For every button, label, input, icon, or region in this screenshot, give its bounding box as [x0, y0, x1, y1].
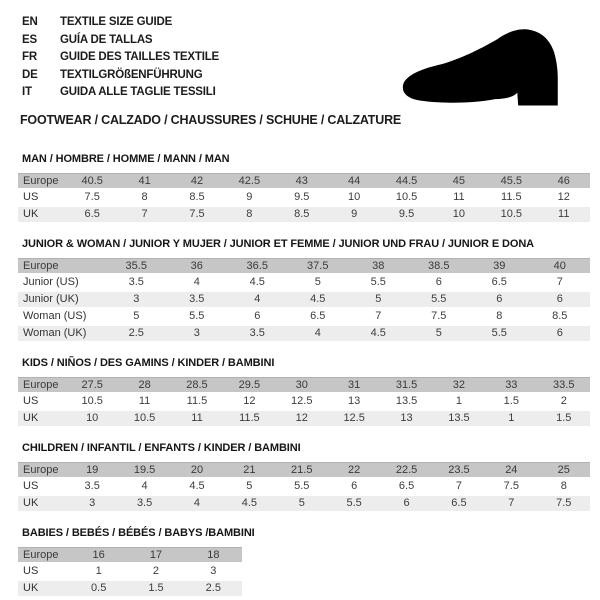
- size-cell: 5: [409, 326, 470, 341]
- size-cell: 3.5: [227, 326, 288, 341]
- size-cell: 7: [485, 496, 537, 511]
- size-cell: 6: [227, 309, 288, 324]
- size-cell: 37.5: [288, 258, 349, 273]
- size-cell: 1.5: [538, 411, 590, 426]
- language-label: TEXTILGRÖßENFÜHRUNG: [60, 68, 203, 81]
- size-cell: 10.5: [118, 411, 170, 426]
- language-label: GUÍA DE TALLAS: [60, 33, 153, 46]
- size-cell: 6.5: [380, 479, 432, 494]
- size-cell: 10.5: [380, 190, 432, 205]
- size-cell: 11.5: [171, 394, 223, 409]
- category-line: FOOTWEAR / CALZADO / CHAUSSURES / SCHUHE / CALZATURE: [20, 112, 402, 127]
- size-cell: 29.5: [223, 377, 275, 392]
- table-row: [18, 564, 242, 579]
- table-row: [18, 547, 242, 562]
- size-cell: 8.5: [530, 309, 591, 324]
- size-cell: 3: [185, 564, 242, 579]
- row-label: UK: [18, 207, 66, 222]
- size-cell: 11: [118, 394, 170, 409]
- size-cell: 6.5: [433, 496, 485, 511]
- language-code: DE: [22, 68, 38, 81]
- row-label: Woman (US): [18, 309, 106, 324]
- size-cell: 1: [70, 564, 127, 579]
- size-cell: 2: [538, 394, 590, 409]
- size-section: [18, 442, 590, 513]
- size-cell: 4: [118, 479, 170, 494]
- size-cell: 12.5: [328, 411, 380, 426]
- size-table: [18, 375, 590, 428]
- size-cell: 7.5: [409, 309, 470, 324]
- size-cell: 4: [227, 292, 288, 307]
- size-cell: 1.5: [485, 394, 537, 409]
- size-cell: 4: [171, 496, 223, 511]
- size-cell: 5: [288, 275, 349, 290]
- language-code: ES: [22, 33, 37, 46]
- size-cell: 31.5: [380, 377, 432, 392]
- size-cell: 36: [167, 258, 228, 273]
- size-cell: 2.5: [185, 581, 242, 596]
- size-cell: 6.5: [469, 275, 530, 290]
- size-cell: 8.5: [171, 190, 223, 205]
- size-cell: 9: [328, 207, 380, 222]
- size-cell: 13: [380, 411, 432, 426]
- size-cell: 5.5: [167, 309, 228, 324]
- table-row: [18, 462, 590, 477]
- size-cell: 6: [469, 292, 530, 307]
- size-cell: 9: [223, 190, 275, 205]
- size-cell: 44: [328, 173, 380, 188]
- language-code: IT: [22, 86, 32, 98]
- size-cell: 46: [538, 173, 590, 188]
- size-cell: 5: [223, 479, 275, 494]
- table-row: [18, 496, 590, 511]
- size-cell: 42: [171, 173, 223, 188]
- row-label: UK: [18, 411, 66, 426]
- size-cell: 0.5: [70, 581, 127, 596]
- size-cell: 3: [106, 292, 167, 307]
- size-cell: 3.5: [118, 496, 170, 511]
- size-cell: 4: [288, 326, 349, 341]
- size-sections: [18, 153, 590, 598]
- table-row: [18, 581, 242, 596]
- row-label: US: [18, 190, 66, 205]
- size-cell: 13.5: [380, 394, 432, 409]
- size-cell: 5.5: [328, 496, 380, 511]
- table-row: [18, 377, 590, 392]
- size-cell: 17: [127, 547, 184, 562]
- size-cell: 6: [409, 275, 470, 290]
- row-label: UK: [18, 581, 70, 596]
- size-table: [18, 256, 590, 343]
- size-cell: 6.5: [288, 309, 349, 324]
- size-cell: 40: [530, 258, 591, 273]
- size-cell: 21.5: [276, 462, 328, 477]
- size-cell: 10.5: [66, 394, 118, 409]
- size-cell: 8.5: [276, 207, 328, 222]
- table-row: [18, 326, 590, 341]
- size-cell: 4.5: [227, 275, 288, 290]
- size-cell: 8: [223, 207, 275, 222]
- row-label: Woman (UK): [18, 326, 106, 341]
- size-cell: 22: [328, 462, 380, 477]
- size-cell: 8: [469, 309, 530, 324]
- size-cell: 45: [433, 173, 485, 188]
- size-cell: 3.5: [66, 479, 118, 494]
- table-row: [18, 275, 590, 290]
- language-code: FR: [22, 51, 37, 63]
- size-cell: 6.5: [66, 207, 118, 222]
- size-cell: 33.5: [538, 377, 590, 392]
- size-cell: 7: [433, 479, 485, 494]
- size-cell: 7: [348, 309, 409, 324]
- table-row: [18, 207, 590, 222]
- row-label: Europe: [18, 258, 106, 273]
- row-label: US: [18, 564, 70, 579]
- size-section: [18, 153, 590, 224]
- size-table: [18, 460, 590, 513]
- size-cell: 8: [118, 190, 170, 205]
- table-row: [18, 394, 590, 409]
- size-cell: 7.5: [171, 207, 223, 222]
- size-cell: 24: [485, 462, 537, 477]
- size-cell: 40.5: [66, 173, 118, 188]
- size-cell: 4.5: [171, 479, 223, 494]
- language-code: EN: [22, 16, 38, 28]
- size-cell: 9.5: [380, 207, 432, 222]
- size-cell: 3: [167, 326, 228, 341]
- size-cell: 8: [538, 479, 590, 494]
- page-header: [0, 0, 600, 127]
- size-cell: 32: [433, 377, 485, 392]
- size-cell: 19.5: [118, 462, 170, 477]
- size-cell: 4.5: [223, 496, 275, 511]
- size-cell: 5: [348, 292, 409, 307]
- size-cell: 3: [66, 496, 118, 511]
- row-label: Junior (UK): [18, 292, 106, 307]
- size-cell: 5: [276, 496, 328, 511]
- size-cell: 9.5: [276, 190, 328, 205]
- size-table: [18, 545, 242, 598]
- size-cell: 36.5: [227, 258, 288, 273]
- size-cell: 38: [348, 258, 409, 273]
- size-cell: 12: [538, 190, 590, 205]
- size-cell: 20: [171, 462, 223, 477]
- size-cell: 11.5: [485, 190, 537, 205]
- size-cell: 5.5: [348, 275, 409, 290]
- table-row: [18, 309, 590, 324]
- size-cell: 1: [485, 411, 537, 426]
- size-cell: 10.5: [485, 207, 537, 222]
- language-label: TEXTILE SIZE GUIDE: [60, 16, 173, 28]
- size-cell: 43: [276, 173, 328, 188]
- table-row: [18, 411, 590, 426]
- size-cell: 12.5: [276, 394, 328, 409]
- size-cell: 45.5: [485, 173, 537, 188]
- size-cell: 12: [276, 411, 328, 426]
- section-title: KIDS / NIÑOS / DES GAMINS / KINDER / BAMBINI: [22, 356, 275, 369]
- size-cell: 27.5: [66, 377, 118, 392]
- size-cell: 13: [328, 394, 380, 409]
- size-cell: 11.5: [223, 411, 275, 426]
- size-cell: 19: [66, 462, 118, 477]
- language-label: GUIDA ALLE TAGLIE TESSILI: [60, 86, 216, 98]
- language-label: GUIDE DES TAILLES TEXTILE: [60, 51, 219, 63]
- size-cell: 33: [485, 377, 537, 392]
- size-cell: 7.5: [66, 190, 118, 205]
- table-row: [18, 173, 590, 188]
- size-cell: 2.5: [106, 326, 167, 341]
- size-cell: 3.5: [167, 292, 228, 307]
- size-cell: 10: [328, 190, 380, 205]
- size-cell: 4.5: [288, 292, 349, 307]
- row-label: Europe: [18, 173, 66, 188]
- table-row: [18, 258, 590, 273]
- size-cell: 11: [538, 207, 590, 222]
- size-cell: 4.5: [348, 326, 409, 341]
- section-title: MAN / HOMBRE / HOMME / MANN / MAN: [22, 152, 230, 165]
- size-cell: 38.5: [409, 258, 470, 273]
- size-cell: 10: [433, 207, 485, 222]
- table-row: [18, 479, 590, 494]
- size-cell: 44.5: [380, 173, 432, 188]
- size-cell: 5: [106, 309, 167, 324]
- size-cell: 5.5: [276, 479, 328, 494]
- size-table: [18, 171, 590, 224]
- row-label: Europe: [18, 462, 66, 477]
- row-label: Europe: [18, 547, 70, 562]
- size-cell: 5.5: [409, 292, 470, 307]
- size-cell: 7: [530, 275, 591, 290]
- size-cell: 28.5: [171, 377, 223, 392]
- size-cell: 28: [118, 377, 170, 392]
- size-cell: 25: [538, 462, 590, 477]
- size-cell: 16: [70, 547, 127, 562]
- table-row: [18, 190, 590, 205]
- size-cell: 41: [118, 173, 170, 188]
- size-section: [18, 527, 590, 598]
- size-cell: 23.5: [433, 462, 485, 477]
- size-cell: 39: [469, 258, 530, 273]
- size-cell: 7.5: [538, 496, 590, 511]
- size-cell: 6: [530, 326, 591, 341]
- size-section: [18, 357, 590, 428]
- size-cell: 31: [328, 377, 380, 392]
- size-cell: 11: [433, 190, 485, 205]
- size-cell: 35.5: [106, 258, 167, 273]
- size-cell: 3.5: [106, 275, 167, 290]
- table-row: [18, 292, 590, 307]
- size-cell: 10: [66, 411, 118, 426]
- section-title: BABIES / BEBÉS / BÉBÉS / BABYS /BAMBINI: [22, 526, 255, 539]
- size-cell: 1.5: [127, 581, 184, 596]
- row-label: Junior (US): [18, 275, 106, 290]
- size-cell: 42.5: [223, 173, 275, 188]
- size-cell: 1: [433, 394, 485, 409]
- size-cell: 2: [127, 564, 184, 579]
- size-cell: 6: [530, 292, 591, 307]
- section-title: JUNIOR & WOMAN / JUNIOR Y MUJER / JUNIOR ET FEMME / JUNIOR UND FRAU / JUNIOR E DONA: [22, 237, 535, 250]
- row-label: Europe: [18, 377, 66, 392]
- size-cell: 12: [223, 394, 275, 409]
- size-cell: 6: [380, 496, 432, 511]
- row-label: US: [18, 479, 66, 494]
- size-cell: 11: [171, 411, 223, 426]
- row-label: US: [18, 394, 66, 409]
- size-cell: 4: [167, 275, 228, 290]
- size-cell: 21: [223, 462, 275, 477]
- shoe-icon: [388, 20, 584, 112]
- size-cell: 5.5: [469, 326, 530, 341]
- size-cell: 7: [118, 207, 170, 222]
- size-cell: 30: [276, 377, 328, 392]
- section-title: CHILDREN / INFANTIL / ENFANTS / KINDER / BAMBINI: [22, 441, 301, 454]
- size-section: [18, 238, 590, 343]
- size-cell: 6: [328, 479, 380, 494]
- row-label: UK: [18, 496, 66, 511]
- size-cell: 7.5: [485, 479, 537, 494]
- size-cell: 18: [185, 547, 242, 562]
- size-cell: 13.5: [433, 411, 485, 426]
- size-cell: 22.5: [380, 462, 432, 477]
